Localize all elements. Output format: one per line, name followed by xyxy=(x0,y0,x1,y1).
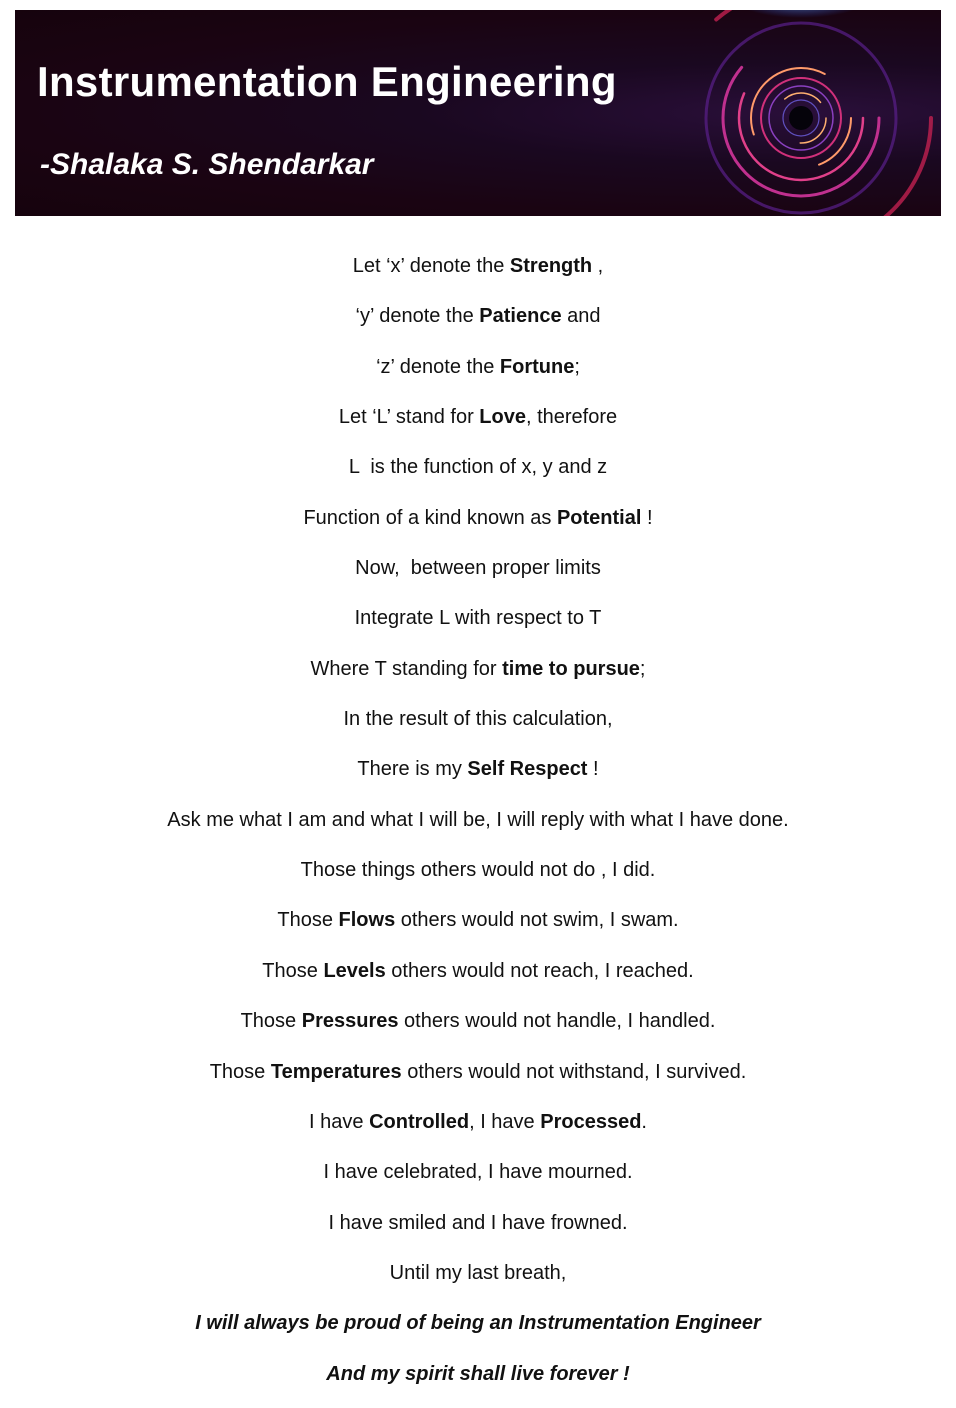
page-title: Instrumentation Engineering xyxy=(37,58,617,105)
poem-text: and xyxy=(561,305,601,328)
poem-body xyxy=(0,250,956,1408)
poem-text: ! xyxy=(587,758,599,781)
poem-bold-text: Patience xyxy=(479,305,562,328)
poem-text: I will always be proud of being an Instrumentation Engineer xyxy=(195,1312,761,1335)
poem-text: others would not handle, I handled. xyxy=(398,1010,716,1033)
poem-text: I have xyxy=(309,1110,370,1133)
poem-line xyxy=(0,502,956,552)
poem-text: Now, between proper limits xyxy=(355,557,601,580)
poem-line xyxy=(0,401,956,451)
poem-line xyxy=(0,1156,956,1206)
poem-line xyxy=(0,451,956,501)
poem-line xyxy=(0,955,956,1005)
poem-text: Ask me what I am and what I will be, I will reply with what I have done. xyxy=(167,808,789,831)
poem-bold-text: Potential xyxy=(556,506,642,529)
poem-text: . xyxy=(641,1110,647,1133)
poem-line xyxy=(0,1257,956,1307)
poem-text: Those xyxy=(262,959,324,982)
poem-line xyxy=(0,653,956,703)
poem-line xyxy=(0,1307,956,1357)
poem-bold-text: Controlled xyxy=(369,1110,470,1133)
poem-text: ! xyxy=(641,506,653,529)
poem-line xyxy=(0,703,956,753)
poem-bold-text: Love xyxy=(479,406,526,429)
poem-text: ; xyxy=(639,657,646,680)
poem-text: ; xyxy=(574,355,580,378)
poem-line xyxy=(0,1106,956,1156)
poem-line xyxy=(0,1358,956,1408)
poem-text: Let ‘L’ stand for xyxy=(338,406,480,429)
poem-text: Those xyxy=(240,1010,302,1033)
poem-line xyxy=(0,1005,956,1055)
poem-text: And my spirit shall live forever ! xyxy=(326,1362,630,1385)
poem-line xyxy=(0,753,956,803)
poem-bold-text: Fortune xyxy=(499,355,575,378)
poem-text: In the result of this calculation, xyxy=(343,708,613,731)
poem-bold-text: Processed xyxy=(540,1110,642,1133)
poem-text: There is my xyxy=(357,758,468,781)
poem-text: Those xyxy=(209,1060,271,1083)
poem-text: , I have xyxy=(469,1110,541,1133)
poem-text: Until my last breath, xyxy=(389,1261,567,1284)
poem-text: , therefore xyxy=(525,406,618,429)
poem-text: I have celebrated, I have mourned. xyxy=(323,1161,633,1184)
poem-text: Those things others would not do , I did. xyxy=(300,859,656,882)
poem-line xyxy=(0,602,956,652)
poem-line xyxy=(0,1207,956,1257)
poem-text: I have smiled and I have frowned. xyxy=(328,1211,628,1234)
poem-line xyxy=(0,300,956,350)
poem-text: , xyxy=(592,255,604,277)
poem-text: Integrate L with respect to T xyxy=(354,607,602,630)
poem-line xyxy=(0,904,956,954)
poem-bold-text: Flows xyxy=(338,909,396,932)
poem-text: Let ‘x’ denote the xyxy=(352,255,510,277)
poem-line xyxy=(0,250,956,300)
header-banner xyxy=(15,10,941,216)
poem-line xyxy=(0,854,956,904)
poem-bold-text: Self Respect xyxy=(467,758,588,781)
poem-text: L is the function of x, y and z xyxy=(348,456,608,479)
poem-line xyxy=(0,351,956,401)
poem-text: Function of a kind known as xyxy=(303,506,557,529)
poem-line xyxy=(0,1056,956,1106)
poem-bold-text: Strength xyxy=(509,255,593,277)
author-name: -Shalaka S. Shendarkar xyxy=(40,148,374,181)
poem-text: others would not swim, I swam. xyxy=(395,909,679,932)
poem-text: ‘y’ denote the xyxy=(355,305,480,328)
poem-text: Where T standing for xyxy=(310,657,503,680)
poem-bold-text: time to pursue xyxy=(502,657,640,680)
poem-text: others would not reach, I reached. xyxy=(385,959,694,982)
light-tunnel-image xyxy=(641,10,941,216)
poem-text: others would not withstand, I survived. xyxy=(401,1060,747,1083)
poem-text: Those xyxy=(277,909,339,932)
poem-bold-text: Temperatures xyxy=(270,1060,402,1083)
poem-bold-text: Levels xyxy=(323,959,386,982)
poem-text: ‘z’ denote the xyxy=(376,355,500,378)
poem-line xyxy=(0,804,956,854)
poem-line xyxy=(0,552,956,602)
poem-bold-text: Pressures xyxy=(301,1010,399,1033)
